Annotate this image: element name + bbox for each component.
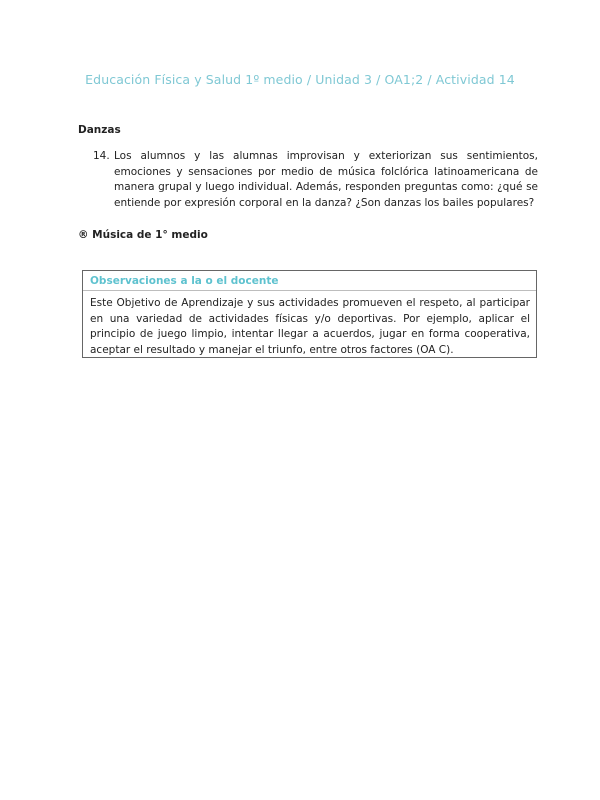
- activity-number: 14.: [93, 150, 110, 162]
- observations-title: Observaciones a la o el docente: [90, 275, 279, 287]
- observations-divider: [83, 290, 536, 291]
- activity-item: [93, 149, 538, 211]
- section-title: Danzas: [78, 124, 121, 136]
- subject-reference: ® Música de 1° medio: [78, 229, 208, 241]
- activity-text: Los alumnos y las alumnas improvisan y exteriorizan sus sentimientos, emociones y sensaciones por medio de música folclórica latinoamericana de manera grupal y luego individual. Además, responden preguntas como: ¿qué se entiende por expresión corporal en la danza? ¿Son danzas los bailes populares?: [114, 150, 538, 209]
- page-header: Educación Física y Salud 1º medio / Unidad 3 / OA1;2 / Actividad 14: [85, 72, 515, 87]
- observations-text: Este Objetivo de Aprendizaje y sus actividades promueven el respeto, al participar en una variedad de actividades físicas y/o deportivas. Por ejemplo, aplicar el principio de juego limpio, intentar llegar a acuerdos, jugar en forma cooperativa, aceptar el resultado y manejar el triunfo, entre otros factores (OA C).: [90, 297, 530, 356]
- observations-box: [82, 270, 537, 358]
